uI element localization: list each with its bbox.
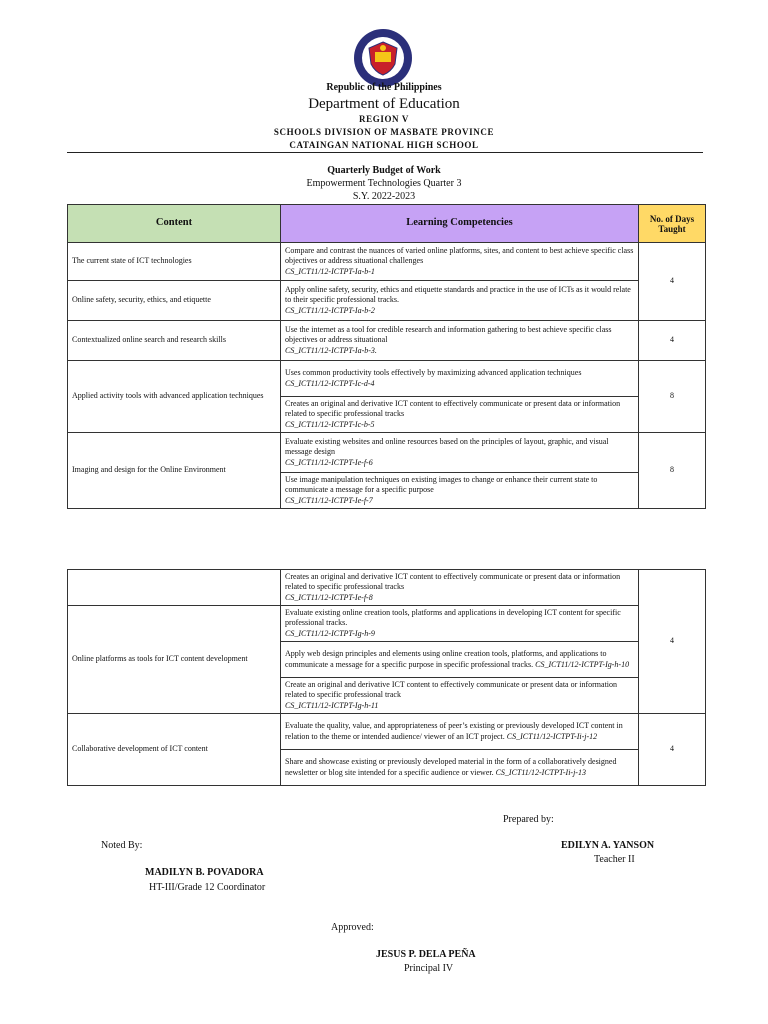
days-cell: 8 (639, 361, 706, 433)
content-cell (68, 570, 281, 606)
competency-code: CS_ICT11/12-ICTPT-Ii-j-12 (506, 731, 598, 741)
days-cell: 4 (639, 321, 706, 361)
competency-code: CS_ICT11/12-ICTPT-Ig-h-9 (285, 628, 375, 638)
competency-code: CS_ICT11/12-ICTPT-Ig-h-10 (535, 659, 630, 669)
department-name: Department of Education (308, 96, 460, 112)
approver-name: JESUS P. DELA PEÑA (376, 949, 476, 960)
content-cell: Contextualized online search and research skills (68, 321, 281, 361)
preparer-title: Teacher II (594, 854, 635, 865)
document-title: Quarterly Budget of Work (327, 165, 441, 176)
competency-code: CS_ICT11/12-ICTPT-Ie-f-7 (285, 495, 373, 505)
deped-seal-logo (353, 28, 413, 88)
competency-cell: Apply online safety, security, ethics and etiquette standards and practice in the use of ICTs as it would relate to their specific professional tracks. CS_ICT11/12-ICTPT-Ia-b-2 (281, 281, 639, 321)
preparer-name: EDILYN A. YANSON (561, 840, 655, 851)
competency-code: CS_ICT11/12-ICTPT-Ia-b-2 (285, 305, 375, 315)
competencies-column-header: Learning Competencies (281, 205, 639, 243)
competency-cell: Evaluate existing online creation tools, platforms and applications in developing ICT content for specific professional tracks. CS_ICT11/12-ICTPT-Ig-h-9 (281, 606, 639, 642)
noter-title: HT-III/Grade 12 Coordinator (149, 882, 266, 893)
content-cell: Online safety, security, ethics, and etiquette (68, 281, 281, 321)
competency-cell: Creates an original and derivative ICT content to effectively communicate or present data or information related to specific professional tracks CS_ICT11/12-ICTPT-Ic-b-5 (281, 397, 639, 433)
competency-cell: Uses common productivity tools effectively by maximizing advanced application techniques CS_ICT11/12-ICTPT-Ic-d-4 (281, 361, 639, 397)
header-divider (67, 152, 703, 153)
competency-code: CS_ICT11/12-ICTPT-Ic-d-4 (285, 378, 375, 388)
days-column-header: No. of Days Taught (639, 205, 706, 243)
school-year-line: S.Y. 2022-2023 (352, 191, 416, 202)
noted-by-label: Noted By: (101, 840, 143, 851)
days-cell: 4 (639, 714, 706, 786)
competency-code: CS_ICT11/12-ICTPT-Ii-j-13 (495, 767, 586, 777)
competency-cell: Compare and contrast the nuances of varied online platforms, sites, and content to best achieve specific class objectives or address situational challenges CS_ICT11/12-ICTPT-Ia-b-1 (281, 243, 639, 281)
noter-name: MADILYN B. POVADORA (145, 867, 264, 878)
competency-cell: Apply web design principles and elements using online creation tools, platforms, and applications to communicate a message for a specific purpose in specific professional tracks. CS_ICT11/12-ICTPT-Ig-h-10 (281, 642, 639, 678)
days-cell: 4 (639, 570, 706, 714)
competency-code: CS_ICT11/12-ICTPT-Ie-f-6 (285, 457, 373, 467)
competency-code: CS_ICT11/12-ICTPT-Ic-b-5 (285, 419, 375, 429)
region-line: REGION V (359, 114, 409, 124)
approved-label: Approved: (331, 922, 374, 933)
competency-code: CS_ICT11/12-ICTPT-Ia-b-3. (285, 345, 377, 355)
content-column-header: Content (68, 205, 281, 243)
content-cell: The current state of ICT technologies (68, 243, 281, 281)
days-cell: 4 (639, 243, 706, 321)
school-line: CATAINGAN NATIONAL HIGH SCHOOL (289, 140, 479, 150)
competency-code: CS_ICT11/12-ICTPT-Ie-f-8 (285, 592, 373, 602)
content-cell: Imaging and design for the Online Environment (68, 433, 281, 509)
competency-code: CS_ICT11/12-ICTPT-Ia-b-1 (285, 266, 375, 276)
content-cell: Collaborative development of ICT content (68, 714, 281, 786)
division-line: SCHOOLS DIVISION OF MASBATE PROVINCE (273, 127, 495, 137)
competency-cell: Evaluate the quality, value, and appropriateness of peer’s existing or previously developed ICT content in relation to the theme or intended audience/ viewer of an ICT project. CS_ICT11/12-ICTPT-Ii-j-12 (281, 714, 639, 750)
competency-cell: Create an original and derivative ICT content to effectively communicate or present data or information related to specific professional track CS_ICT11/12-ICTPT-Ig-h-11 (281, 678, 639, 714)
competency-cell: Use the internet as a tool for credible research and information gathering to best achieve specific class objectives or address situational CS_ICT11/12-ICTPT-Ia-b-3. (281, 321, 639, 361)
content-cell: Applied activity tools with advanced application techniques (68, 361, 281, 433)
subject-line: Empowerment Technologies Quarter 3 (306, 178, 462, 189)
content-cell: Online platforms as tools for ICT content development (68, 606, 281, 714)
competency-cell: Evaluate existing websites and online resources based on the principles of layout, graphic, and visual message design CS_ICT11/12-ICTPT-Ie-f-6 (281, 433, 639, 473)
approver-title: Principal IV (404, 963, 454, 974)
competency-cell: Creates an original and derivative ICT content to effectively communicate or present data or information related to specific professional tracks CS_ICT11/12-ICTPT-Ie-f-8 (281, 570, 639, 606)
republic-line: Republic of the Philippines (326, 82, 442, 93)
budget-table-page1 (67, 204, 706, 509)
competency-cell: Share and showcase existing or previously developed material in the form of a collaboratively designed newsletter or blog site intended for a specific audience or viewer. CS_ICT11/12-ICTPT-Ii-j-13 (281, 750, 639, 786)
competency-cell: Use image manipulation techniques on existing images to change or enhance their current state to communicate a message for a specific purpose CS_ICT11/12-ICTPT-Ie-f-7 (281, 473, 639, 509)
days-cell: 8 (639, 433, 706, 509)
prepared-by-label: Prepared by: (503, 814, 554, 825)
budget-table-page2 (67, 569, 706, 786)
competency-code: CS_ICT11/12-ICTPT-Ig-h-11 (285, 700, 379, 710)
